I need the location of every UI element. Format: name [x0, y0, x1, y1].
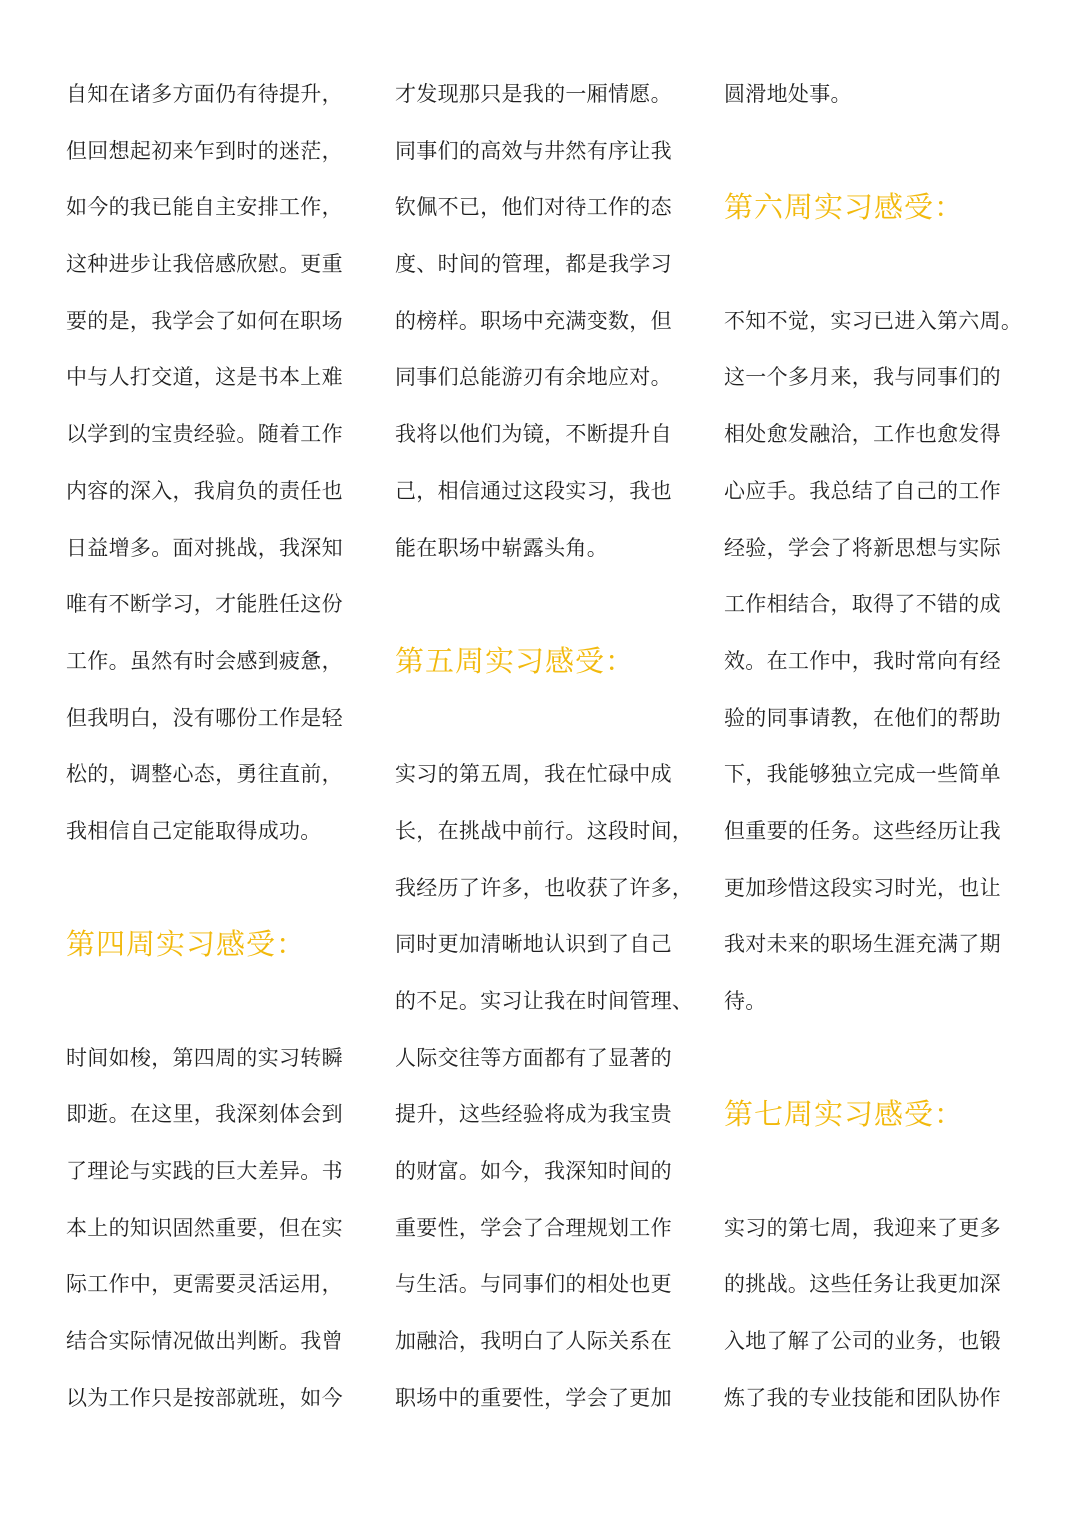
paragraph-line: 的财富。如今，我深知时间的 — [395, 1159, 672, 1184]
paragraph-line: 实习的第五周，我在忙碌中成 — [395, 762, 672, 787]
paragraph-line: 这种进步让我倍感欣慰。更重 — [66, 252, 343, 277]
paragraph-line: 同时更加清晰地认识到了自己 — [395, 932, 672, 957]
paragraph-line: 了理论与实践的巨大差异。书 — [66, 1159, 343, 1184]
paragraph-line: 同事们总能游刃有余地应对。 — [395, 365, 672, 390]
paragraph-line: 际工作中，更需要灵活运用， — [66, 1272, 343, 1297]
spacer — [395, 690, 695, 747]
paragraph-line: 时间如梭，第四周的实习转瞬 — [66, 1045, 343, 1070]
paragraph-line: 我相信自己定能取得成功。 — [66, 818, 322, 843]
paragraph-line: 与生活。与同事们的相处也更 — [395, 1272, 672, 1297]
spacer — [66, 973, 366, 1030]
paragraph-line: 的挑战。这些任务让我更加深 — [724, 1272, 1001, 1297]
paragraph-line: 度、时间的管理，都是我学习 — [395, 252, 672, 277]
paragraph-line: 下，我能够独立完成一些简单 — [724, 762, 1001, 787]
paragraph-line: 工作相结合，取得了不错的成 — [724, 592, 1001, 617]
paragraph-line: 待。 — [724, 989, 767, 1013]
paragraph-line: 不知不觉，实习已进入第六周。 — [724, 308, 1023, 333]
paragraph-line: 但重要的任务。这些经历让我 — [724, 818, 1001, 843]
paragraph-line: 长，在挑战中前行。这段时间， — [395, 818, 694, 843]
paragraph-line: 以学到的宝贵经验。随着工作 — [66, 422, 343, 447]
column-2 — [395, 66, 695, 1427]
paragraph-line: 内容的深入，我肩负的责任也 — [66, 478, 343, 503]
paragraph-line: 入地了解了公司的业务，也锻 — [724, 1329, 1001, 1354]
paragraph-line: 松的，调整心态，勇往直前， — [66, 762, 343, 787]
paragraph-line: 我将以他们为镜，不断提升自 — [395, 422, 672, 447]
paragraph-line: 但回想起初来乍到时的迷茫， — [66, 138, 343, 163]
paragraph-line: 同事们的高效与井然有序让我 — [395, 138, 672, 163]
paragraph-line: 即逝。在这里，我深刻体会到 — [66, 1102, 343, 1127]
paragraph-line: 验的同事请教，在他们的帮助 — [724, 705, 1001, 730]
paragraph-line: 中与人打交道，这是书本上难 — [66, 365, 343, 390]
paragraph-line: 唯有不断学习，才能胜任这份 — [66, 592, 343, 617]
paragraph-line: 己，相信通过这段实习，我也 — [395, 478, 672, 503]
paragraph-line: 要的是，我学会了如何在职场 — [66, 308, 343, 333]
spacer — [724, 123, 1024, 180]
paragraph-line: 心应手。我总结了自己的工作 — [724, 478, 1001, 503]
paragraph-line: 如今的我已能自主安排工作， — [66, 195, 343, 220]
paragraph-line: 的不足。实习让我在时间管理、 — [395, 989, 694, 1013]
paragraph-line: 更加珍惜这段实习时光，也让 — [724, 875, 1001, 900]
spacer — [724, 1143, 1024, 1200]
paragraph-line: 我对未来的职场生涯充满了期 — [724, 932, 1001, 957]
paragraph-line: 圆滑地处事。 — [724, 82, 852, 106]
paragraph-line: 工作。虽然有时会感到疲惫， — [66, 648, 343, 673]
paragraph-line: 能在职场中崭露头角。 — [395, 535, 608, 560]
paragraph-line: 的榜样。职场中充满变数，但 — [395, 308, 672, 333]
section-heading: 第七周实习感受： — [724, 1097, 965, 1132]
paragraph-line: 人际交往等方面都有了显著的 — [395, 1045, 672, 1070]
paragraph-line: 日益增多。面对挑战，我深知 — [66, 535, 343, 560]
paragraph-line: 以为工作只是按部就班，如今 — [66, 1385, 343, 1410]
section-heading: 第六周实习感受： — [724, 190, 965, 225]
paragraph-line: 才发现那只是我的一厢情愿。 — [395, 82, 672, 106]
paragraph-line: 结合实际情况做出判断。我曾 — [66, 1329, 343, 1354]
paragraph-line: 加融洽，我明白了人际关系在 — [395, 1329, 672, 1354]
spacer — [66, 860, 366, 917]
paragraph-line: 本上的知识固然重要，但在实 — [66, 1215, 343, 1240]
column-3 — [724, 66, 1024, 1427]
paragraph-line: 钦佩不已，他们对待工作的态 — [395, 195, 672, 220]
section-heading: 第五周实习感受： — [395, 643, 636, 678]
paragraph-line: 我经历了许多，也收获了许多， — [395, 875, 694, 900]
spacer — [724, 236, 1024, 293]
paragraph-line: 自知在诸多方面仍有待提升， — [66, 82, 343, 106]
paragraph-line: 经验，学会了将新思想与实际 — [724, 535, 1001, 560]
paragraph-line: 炼了我的专业技能和团队协作 — [724, 1385, 1001, 1410]
spacer — [395, 576, 695, 633]
paragraph-line: 重要性，学会了合理规划工作 — [395, 1215, 672, 1240]
paragraph-line: 实习的第七周，我迎来了更多 — [724, 1215, 1001, 1240]
paragraph-line: 提升，这些经验将成为我宝贵 — [395, 1102, 672, 1127]
paragraph-line: 但我明白，没有哪份工作是轻 — [66, 705, 343, 730]
column-1 — [66, 66, 366, 1427]
paragraph-line: 这一个多月来，我与同事们的 — [724, 365, 1001, 390]
paragraph-line: 相处愈发融洽，工作也愈发得 — [724, 422, 1001, 447]
spacer — [724, 1030, 1024, 1087]
paragraph-line: 职场中的重要性，学会了更加 — [395, 1385, 672, 1410]
section-heading: 第四周实习感受： — [66, 927, 307, 962]
paragraph-line: 效。在工作中，我时常向有经 — [724, 648, 1001, 673]
